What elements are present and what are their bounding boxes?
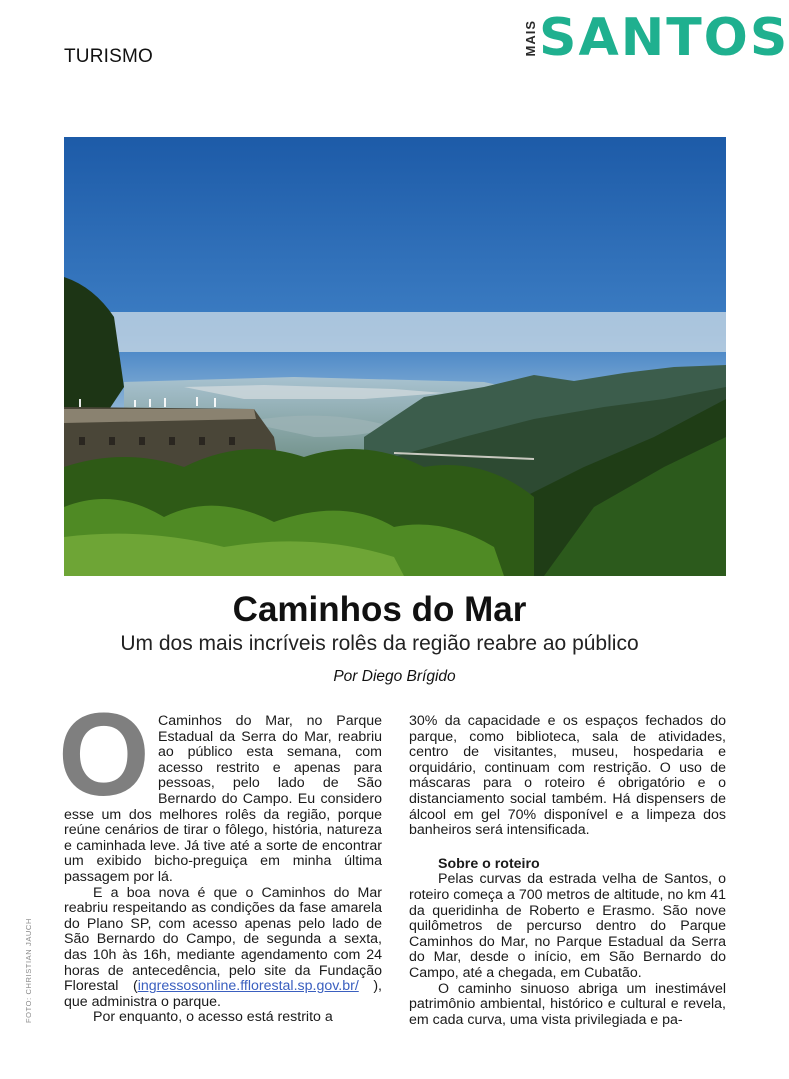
drop-cap: O (58, 689, 150, 821)
section-label: TURISMO (64, 46, 154, 67)
paragraph-4: 30% da capacidade e os espaços fechados do parque, como biblioteca, sala de atividades, centro de visitantes, museu, hospedaria e orquidário, continuam com restrição. O uso de máscaras para o roteiro é obrigatório e o distanciamento social também. Há dispensers de álcool em gel 70% disponível e a limpeza dos banheiros será intensificada. (409, 713, 726, 839)
paragraph-3: Por enquanto, o acesso está restrito a (93, 1009, 333, 1026)
photo-credit: FOTO: CHRISTIAN JAUCH (24, 918, 33, 1023)
article-title: Caminhos do Mar (232, 590, 527, 629)
subheading: Sobre o roteiro (438, 855, 540, 872)
magazine-logo (524, 8, 789, 68)
paragraph-2: E a boa nova é que o Caminhos do Mar reabriu respeitando as condições da fase amarela do Plano SP, com acesso apenas pelo lado de São Bernardo do Campo, de segunda a sexta, das 10h às 16h, mediante agendamento com 24 horas de antecedência, pelo site da Fundação Florestal (ingressosonline.fflorestal.sp.gov.br/ ), que administra o parque. (64, 884, 382, 1010)
paragraph-6: O caminho sinuoso abriga um inestimável patrimônio ambiental, histórico e cultural e revela, em cada curva, uma vista privilegiada e pa- (409, 980, 726, 1028)
logo-main-text: SANTOS (539, 8, 789, 68)
logo-small-text: MAIS (523, 19, 538, 57)
article-byline: Por Diego Brígido (333, 668, 456, 685)
ticket-site-link[interactable]: ingressosonline.fflorestal.sp.gov.br/ (137, 978, 359, 995)
article-subtitle: Um dos mais incríveis rolês da região reabre ao público (120, 632, 639, 655)
paragraph-5: Pelas curvas da estrada velha de Santos, o roteiro começa a 700 metros de altitude, no km 41 da queridinha de Roberto e Erasmo. São nove quilômetros de percurso dentro do Parque Caminhos do Mar, no Parque Estadual da Serra do Mar, desde o início, em São Bernardo do Campo, até a chegada, em Cubatão. (409, 871, 726, 981)
landscape-photo (64, 137, 726, 576)
article-column-right (409, 714, 726, 1028)
paragraph-1: O Caminhos do Mar, no Parque Estadual da Serra do Mar, reabriu ao público esta semana, com acesso restrito e apenas para pessoas, pelo lado de São Bernardo do Campo. Eu considero esse um dos melhores rolês da região, porque reúne cenários de tirar o fôlego, história, natureza e caminhada leve. Já tive até a sorte de encontrar um exibido bicho-preguiça em minha última passagem por lá. (58, 689, 382, 885)
article-column-left (58, 689, 382, 1026)
